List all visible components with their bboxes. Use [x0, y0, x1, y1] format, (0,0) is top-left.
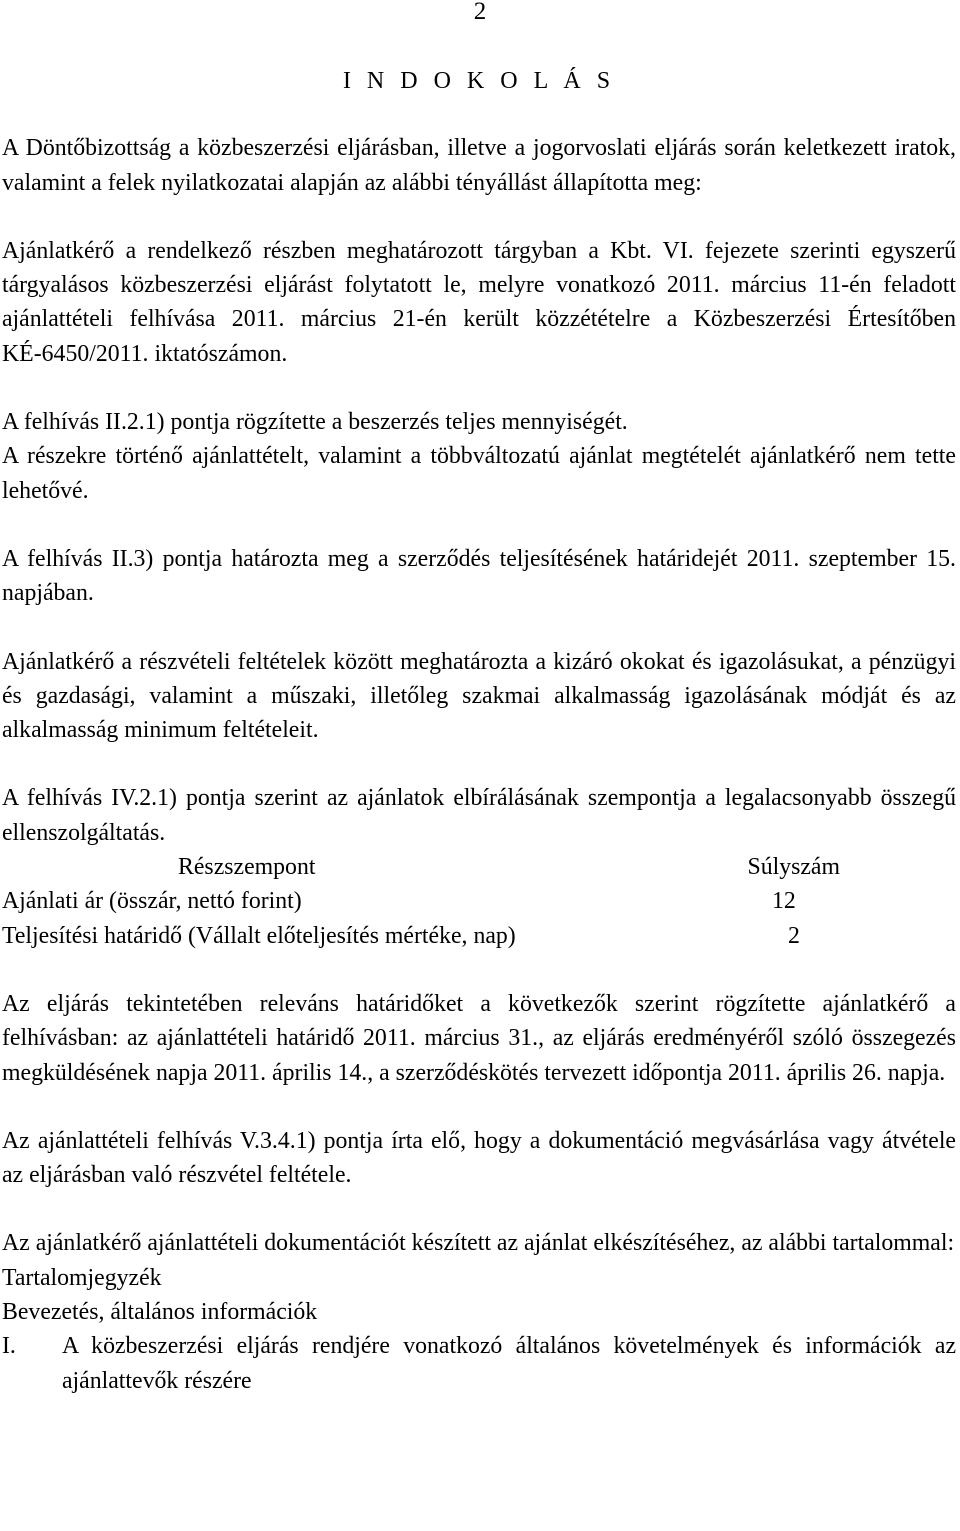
- paragraph-deadline: A felhívás II.3) pontja határozta meg a szerződés teljesítésének határidejét 2011. szeptember 15. napjában.: [2, 545, 956, 607]
- paragraph-quantity: A felhívás II.2.1) pontja rögzítette a beszerzés teljes mennyiségét.: [2, 409, 628, 436]
- paragraph-conditions: Ajánlatkérő a részvételi feltételek között meghatározta a kizáró okokat és igazolásukat, a pénzügyi és gazdasági, valamint a műszaki, illetőleg szakmai alkalmasság igazolásának módját és az alkalmasság minimum feltételeit.: [2, 648, 956, 744]
- paragraph-documentation-contents: Az ajánlatkérő ajánlattételi dokumentációt készített az ajánlat elkészítéséhez, az alábbi tartalommal:: [2, 1230, 955, 1257]
- criteria-cell-weight: 2: [788, 922, 800, 949]
- criteria-table: [2, 850, 842, 953]
- criteria-header-weight: Súlyszám: [747, 854, 840, 881]
- paragraph-documentation-purchase: Az ajánlattételi felhívás V.3.4.1) pontja írta elő, hogy a dokumentáció megvásárlása vagy átvétele az eljárásban való részvétel feltétele.: [2, 1127, 956, 1189]
- list-item: Bevezetés, általános információk: [2, 1299, 318, 1326]
- paragraph-evaluation: A felhívás IV.2.1) pontja szerint az ajánlatok elbírálásának szempontja a legalacsonyabb összegű ellenszolgáltatás.: [2, 785, 956, 846]
- page-number: 2: [473, 0, 487, 25]
- numbered-list-item: [2, 1329, 956, 1398]
- criteria-header-criterion: Részszempont: [178, 854, 316, 881]
- paragraph-partial-offers: A részekre történő ajánlattételt, valamint a többváltozatú ajánlat megtételét ajánlatkérő nem tette lehetővé.: [2, 443, 956, 504]
- criteria-cell-weight: 12: [772, 888, 796, 915]
- list-item-text: A közbeszerzési eljárás rendjére vonatkozó általános követelmények és információk az ajánlattevők részére: [62, 1333, 956, 1394]
- criteria-cell-criterion: Ajánlati ár (összár, nettó forint): [2, 888, 302, 915]
- table-row: [2, 884, 842, 918]
- paragraph-deadlines: Az eljárás tekintetében releváns határidőket a következők szerint rögzítette ajánlatkérő a felhívásban: az ajánlattételi határidő 2011. március 31., az eljárás eredményéről szóló összegezés megküldésének napja 2011. április 14., a szerződéskötés tervezett időpontja 2011. április 26. napja.: [2, 990, 956, 1086]
- table-row: [2, 919, 842, 953]
- paragraph-procedure: Ajánlatkérő a rendelkező részben meghatározott tárgyban a Kbt. VI. fejezete szerinti egyszerű tárgyalásos közbeszerzési eljárást folytatott le, melyre vonatkozó 2011. március 11-én feladott ajánlattételi felhívása 2011. március 21-én került közzétételre a Közbeszerzési Értesítőben KÉ-6450/2011. iktatószámon.: [2, 237, 956, 367]
- paragraph-findings-intro: A Döntőbizottság a közbeszerzési eljárásban, illetve a jogorvoslati eljárás során keletkezett iratok, valamint a felek nyilatkozatai alapján az alábbi tényállást állapította meg:: [2, 135, 956, 196]
- criteria-table-header: [2, 850, 842, 884]
- section-heading: I N D O K O L Á S: [342, 68, 616, 94]
- criteria-cell-criterion: Teljesítési határidő (Vállalt előteljesítés mértéke, nap): [2, 922, 516, 949]
- list-item: Tartalomjegyzék: [2, 1264, 162, 1291]
- document-body: [2, 64, 956, 1398]
- list-item-number: I.: [2, 1333, 16, 1360]
